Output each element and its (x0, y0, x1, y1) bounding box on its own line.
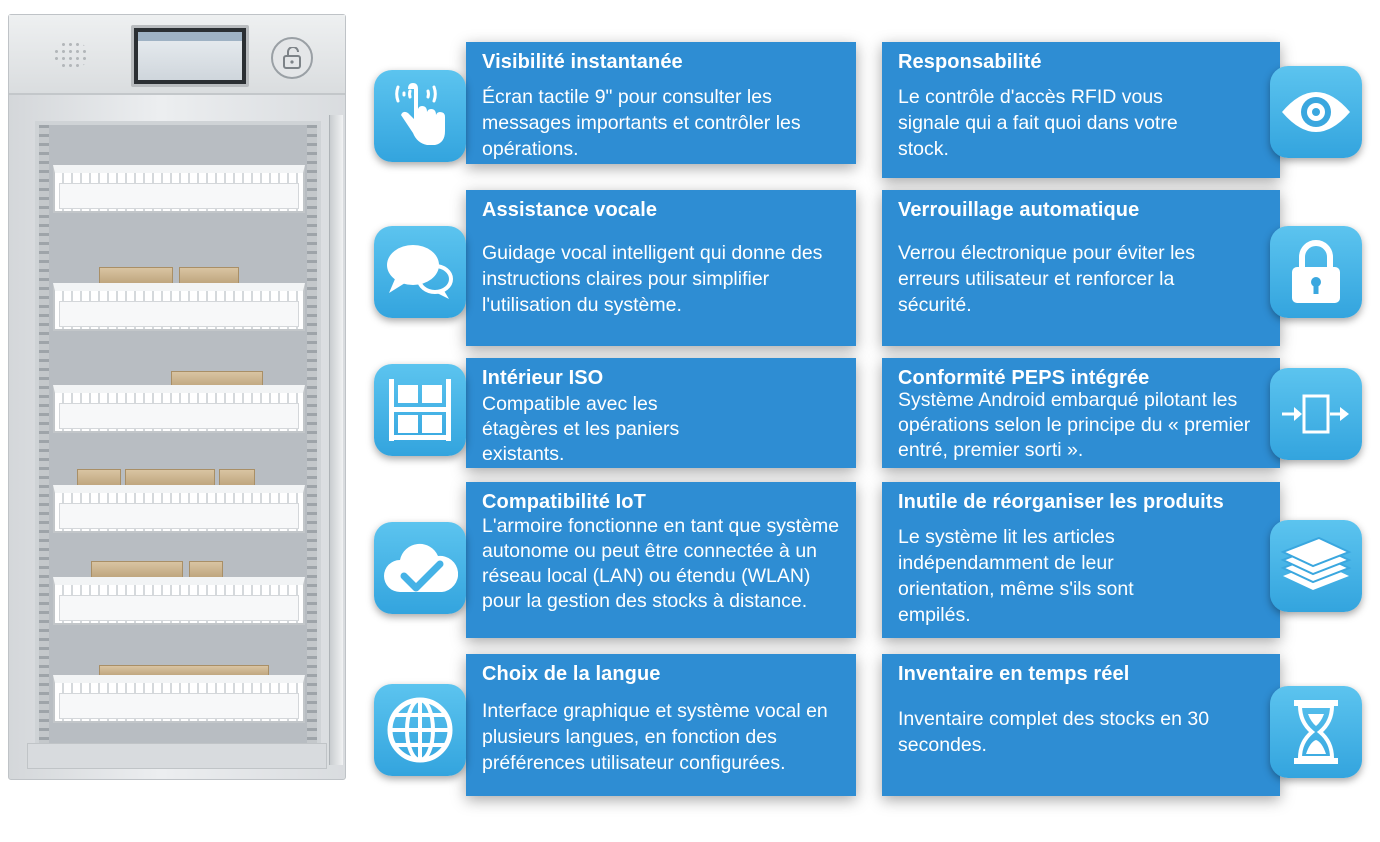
padlock-icon (1270, 226, 1362, 318)
feature-title: Inutile de réorganiser les produits (898, 491, 1224, 513)
feature-description: Le système lit les articles indépendamment de leur orientation, même s'ils sont empilés. (898, 526, 1134, 626)
drawer (53, 385, 305, 433)
feature-description: Compatible avec les étagères et les paniers existants. (482, 393, 680, 465)
feature-card-no-reorganize (882, 482, 1280, 638)
cabinet-interior (35, 121, 321, 751)
feature-title: Verrouillage automatique (898, 199, 1140, 221)
feature-title: Assistance vocale (482, 199, 658, 221)
stacked-sheets-icon (1270, 520, 1362, 612)
feature-description: L'armoire fonctionne en tant que système autonome ou peut être connectée à un réseau local (LAN) ou étendu (WLAN) pour la gestion des stocks à distance. (482, 515, 840, 612)
cabinet-header-panel (9, 15, 345, 95)
feature-description: Guidage vocal intelligent qui donne des instructions claires pour simplifier l'utilisation du système. (482, 242, 823, 316)
feature-card-iot (466, 482, 856, 638)
drawer (53, 485, 305, 533)
feature-title: Visibilité instantanée (482, 51, 683, 73)
feature-description: Système Android embarqué pilotant les opérations selon le principe du « premier entré, premier sorti ». (898, 389, 1251, 461)
feature-card-inventory (882, 654, 1280, 796)
feature-title: Inventaire en temps réel (898, 663, 1130, 685)
hourglass-icon (1270, 686, 1362, 778)
cabinet-base (27, 743, 327, 769)
feature-card-accountability (882, 42, 1280, 178)
cloud-check-icon (374, 522, 466, 614)
feature-title: Responsabilité (898, 51, 1042, 73)
speech-bubbles-icon (374, 226, 466, 318)
cabinet-touchscreen (131, 25, 249, 87)
feature-title: Intérieur ISO (482, 367, 604, 389)
speaker-grille (53, 41, 89, 69)
cabinet-door-edge (329, 115, 343, 765)
feature-card-autolock (882, 190, 1280, 346)
feature-card-iso (466, 358, 856, 468)
feature-title: Choix de la langue (482, 663, 661, 685)
cabinet-illustration (8, 14, 346, 780)
eye-icon (1270, 66, 1362, 158)
feature-card-voice (466, 190, 856, 346)
drawer (53, 283, 305, 331)
feature-description: Inventaire complet des stocks en 30 secondes. (898, 708, 1210, 756)
globe-icon (374, 684, 466, 776)
feature-title: Conformité PEPS intégrée (898, 367, 1150, 389)
feature-description: Le contrôle d'accès RFID vous signale qui a fait quoi dans votre stock. (898, 86, 1178, 160)
drawer (53, 165, 305, 213)
feature-description: Interface graphique et système vocal en plusieurs langues, en fonction des préférences utilisateur configurées. (482, 700, 828, 774)
feature-title: Compatibilité IoT (482, 491, 646, 513)
touch-icon (374, 70, 466, 162)
feature-card-language (466, 654, 856, 796)
feature-description: Verrou électronique pour éviter les erreurs utilisateur et renforcer la sécurité. (898, 242, 1196, 316)
feature-card-visibility (466, 42, 856, 164)
fifo-arrow-icon (1270, 368, 1362, 460)
feature-description: Écran tactile 9" pour consulter les messages importants et contrôler les opérations. (482, 86, 801, 160)
unlock-icon (271, 37, 313, 79)
feature-card-fifo (882, 358, 1280, 468)
drawer (53, 675, 305, 723)
shelf-icon (374, 364, 466, 456)
drawer (53, 577, 305, 625)
